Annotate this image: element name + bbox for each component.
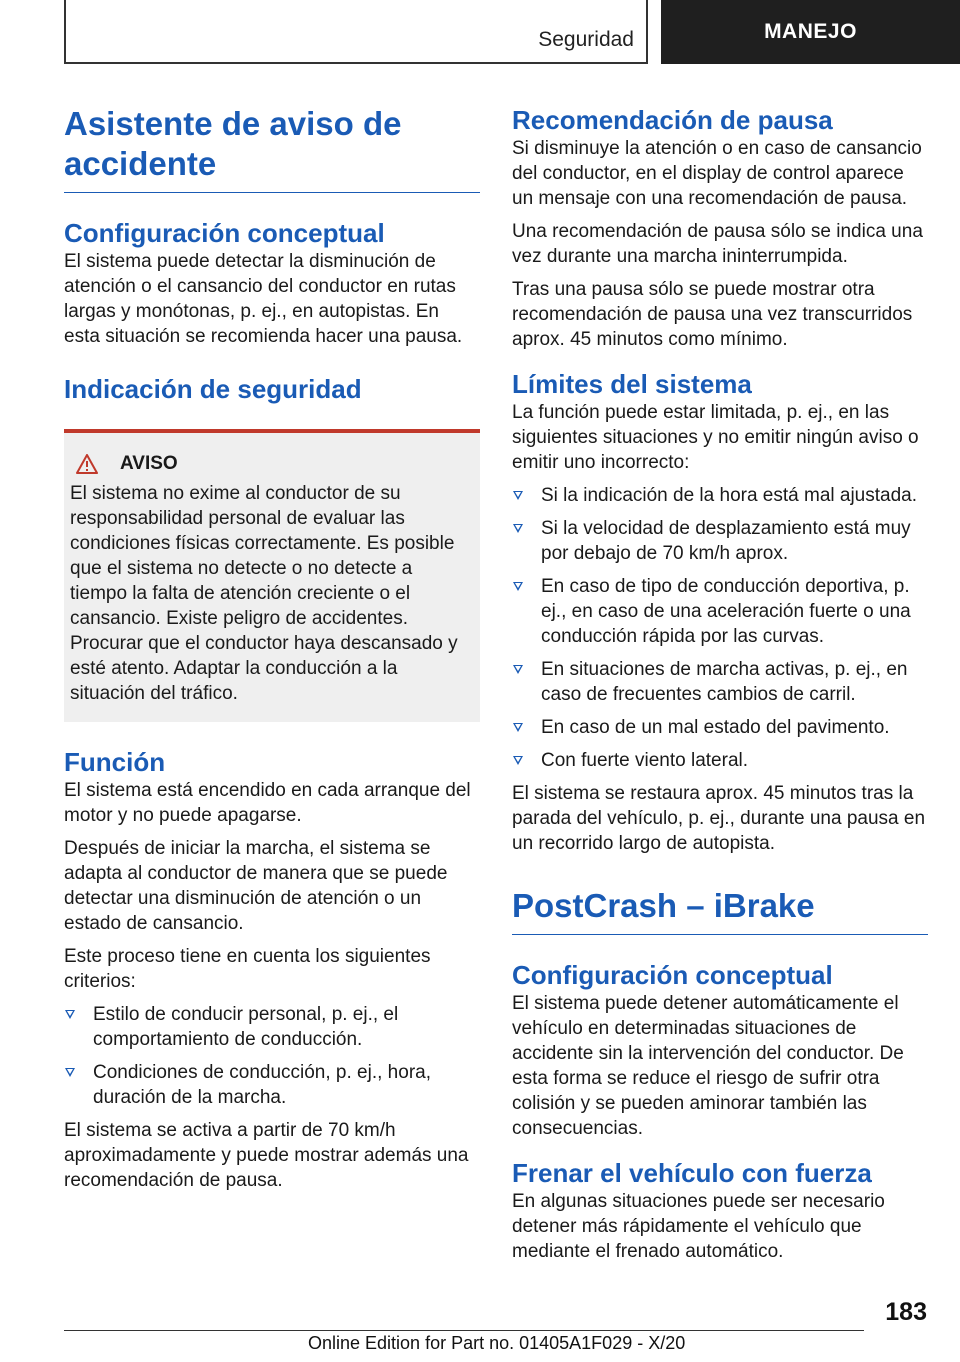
page-number: 183 bbox=[885, 1298, 927, 1326]
triangle-bullet-icon bbox=[513, 491, 523, 500]
paragraph-limits-1: La función puede estar limitada, p. ej., en las siguientes situaciones y no emitir ningún aviso o emitir uno incorrecto: bbox=[512, 402, 919, 473]
list-item: Si la velocidad de desplazamiento está muy por debajo de 70 km/h aprox. bbox=[512, 516, 928, 566]
triangle-bullet-icon bbox=[513, 524, 523, 533]
paragraph-config-2: El sistema puede detener automáticamente el vehículo en determinadas situaciones de accidente sin la intervención del conductor. De esta forma se reduce el riesgo de sufrir otra colisión y se pueden aminorar también las consecuencias. bbox=[512, 993, 904, 1139]
warning-text: El sistema no exime al conductor de su responsabilidad personal de evaluar las condiciones físicas correctamente. Es posible que el sistema no detecte o no detecte a tiempo la falta de atención creciente o el cansancio. Existe peligro de accidentes. Procurar que el conductor haya descansado y esté atento. Adaptar la conducción a la situación del tráfico. bbox=[70, 483, 458, 704]
paragraph-function-4: El sistema se activa a partir de 70 km/h aproximadamente y puede mostrar además una recomendación de pausa. bbox=[64, 1120, 469, 1191]
paragraph-limits-2: El sistema se restaura aprox. 45 minutos tras la parada del vehículo, p. ej., durante una pausa en un recorrido largo de autopista. bbox=[512, 783, 926, 854]
triangle-bullet-icon bbox=[513, 665, 523, 674]
heading-safety: Indicación de seguridad bbox=[64, 374, 362, 404]
paragraph-config: El sistema puede detectar la disminución de atención o el cansancio del conductor en rutas largas y monótonas, p. ej., en autopistas. En esta situación se recomienda hacer una pausa. bbox=[64, 251, 463, 347]
triangle-bullet-icon bbox=[513, 756, 523, 765]
triangle-bullet-icon bbox=[513, 723, 523, 732]
heading-pause: Recomendación de pausa bbox=[512, 105, 833, 135]
heading-brake: Frenar el vehículo con fuerza bbox=[512, 1158, 872, 1188]
list-item: Si la indicación de la hora está mal ajustada. bbox=[512, 483, 928, 508]
limits-list bbox=[512, 483, 928, 773]
paragraph-function-2: Después de iniciar la marcha, el sistema se adapta al conductor de manera que se puede detectar una disminución de atención o un estado de cansancio. bbox=[64, 838, 448, 934]
footer-rule bbox=[64, 1330, 864, 1331]
warning-label: AVISO bbox=[120, 453, 178, 474]
paragraph-pause-2: Una recomendación de pausa sólo se indica una vez durante una marcha ininterrumpida. bbox=[512, 221, 923, 267]
triangle-bullet-icon bbox=[65, 1010, 75, 1019]
heading-function: Función bbox=[64, 747, 166, 777]
edition-note: Online Edition for Part no. 01405A1F029 - X/20 bbox=[308, 1333, 686, 1353]
triangle-bullet-icon bbox=[513, 582, 523, 591]
heading-config: Configuración conceptual bbox=[64, 218, 385, 248]
heading-config-2: Configuración conceptual bbox=[512, 960, 833, 990]
paragraph-function-1: El sistema está encendido en cada arranque del motor y no puede apagarse. bbox=[64, 780, 471, 826]
list-item: En caso de un mal estado del pavimento. bbox=[512, 715, 928, 740]
list-item: Estilo de conducir personal, p. ej., el comportamiento de conducción. bbox=[64, 1002, 480, 1052]
warning-box bbox=[64, 429, 480, 722]
section-label: Seguridad bbox=[538, 28, 634, 51]
paragraph-pause-1: Si disminuye la atención o en caso de cansancio del conductor, en el display de control aparece un mensaje con una recomendación de pausa. bbox=[512, 138, 922, 209]
warning-triangle-icon bbox=[76, 454, 98, 474]
list-item: Condiciones de conducción, p. ej., hora, duración de la marcha. bbox=[64, 1060, 480, 1110]
right-column bbox=[512, 104, 928, 1272]
title-rule bbox=[64, 192, 480, 193]
left-column bbox=[64, 104, 480, 1201]
section-title-postcrash: PostCrash – iBrake bbox=[512, 887, 815, 924]
chapter-label: MANEJO bbox=[661, 0, 960, 64]
triangle-bullet-icon bbox=[65, 1068, 75, 1077]
heading-limits: Límites del sistema bbox=[512, 369, 752, 399]
criteria-list bbox=[64, 1002, 480, 1110]
paragraph-function-3: Este proceso tiene en cuenta los siguientes criterios: bbox=[64, 946, 431, 992]
list-item: En situaciones de marcha activas, p. ej., en caso de frecuentes cambios de carril. bbox=[512, 657, 928, 707]
title-rule bbox=[512, 934, 928, 935]
paragraph-brake: En algunas situaciones puede ser necesario detener más rápidamente el vehículo que mediante el frenado automático. bbox=[512, 1191, 885, 1262]
paragraph-pause-3: Tras una pausa sólo se puede mostrar otra recomendación de pausa una vez transcurridos aprox. 45 minutos como mínimo. bbox=[512, 279, 913, 350]
page-title: Asistente de aviso de accidente bbox=[64, 105, 402, 182]
list-item: En caso de tipo de conducción deportiva, p. ej., en caso de una aceleración fuerte o una conducción rápida por las curvas. bbox=[512, 574, 928, 649]
list-item: Con fuerte viento lateral. bbox=[512, 748, 928, 773]
